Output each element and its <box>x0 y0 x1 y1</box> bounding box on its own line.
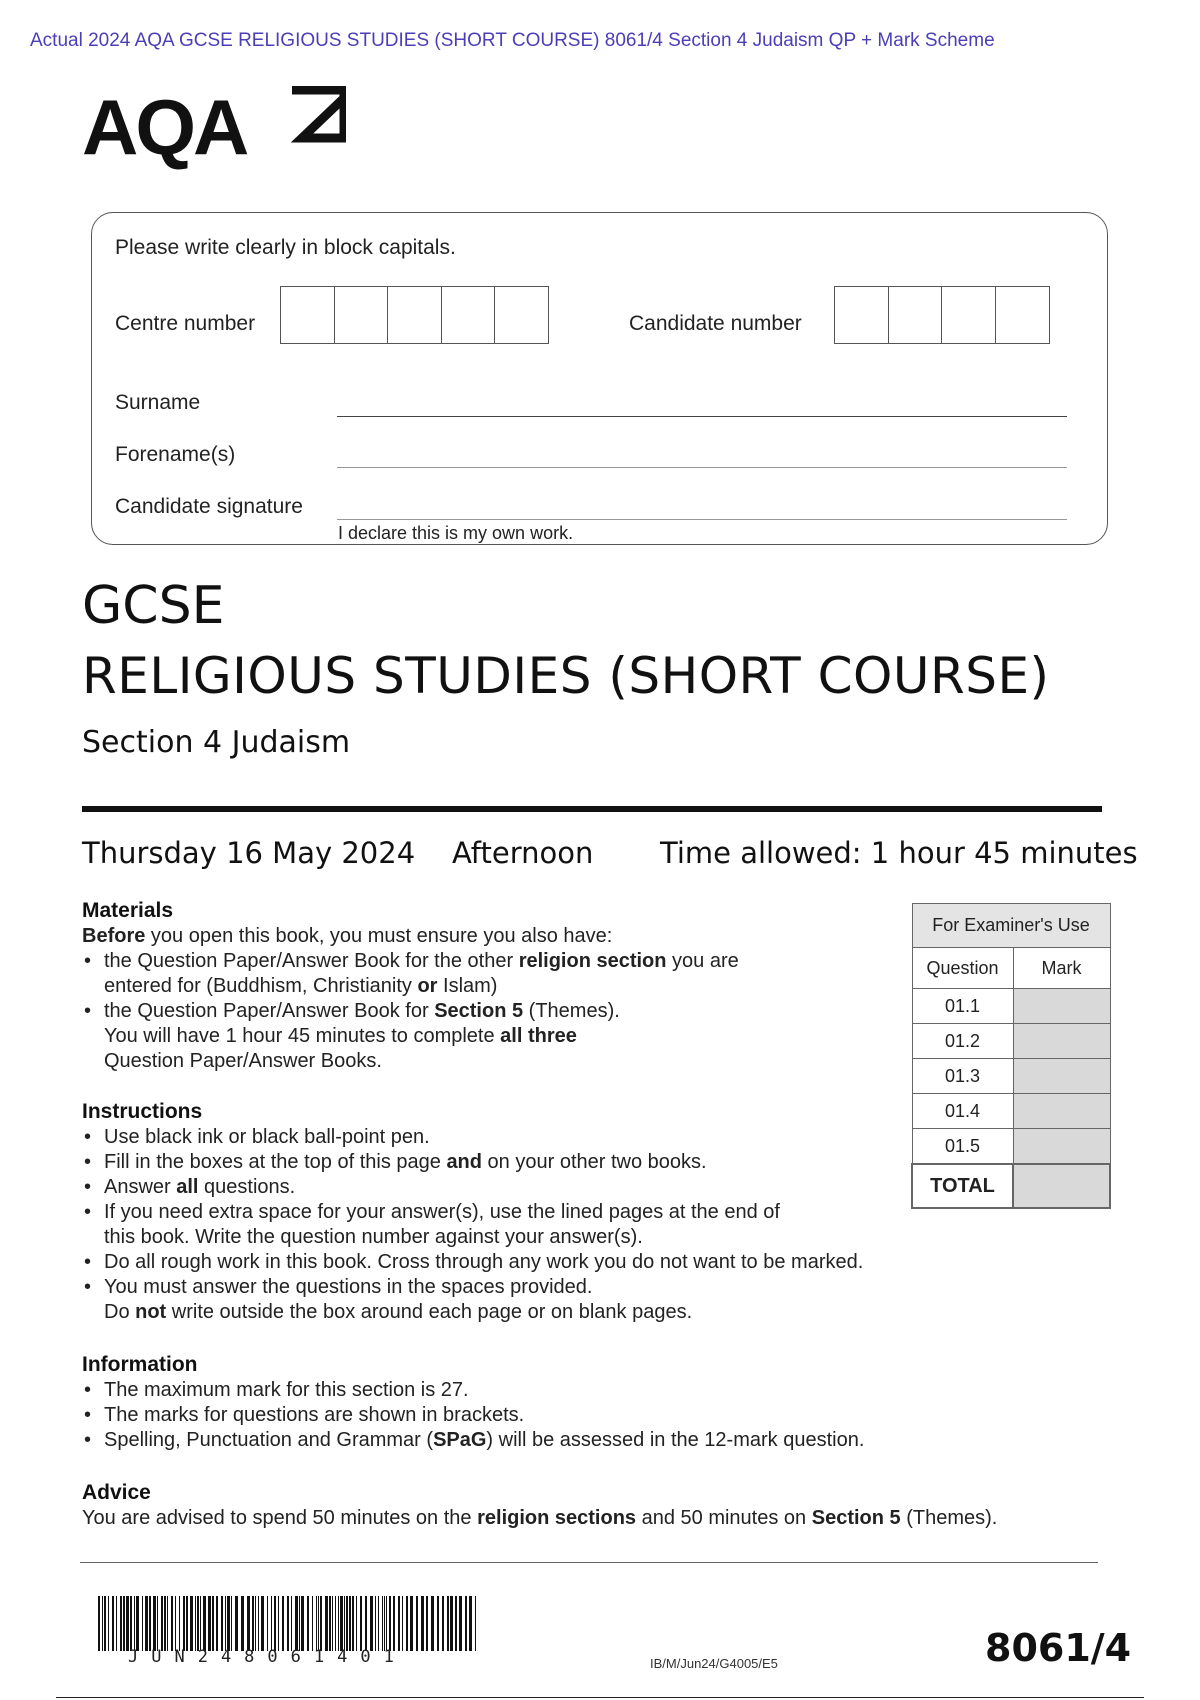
candidate-number-digit[interactable] <box>995 286 1050 344</box>
barcode-bar <box>455 1596 457 1651</box>
barcode-bar <box>134 1596 135 1651</box>
forenames-field[interactable] <box>337 467 1067 468</box>
barcode-bar <box>307 1596 309 1651</box>
barcode-bar <box>352 1596 354 1651</box>
barcode-bar <box>291 1596 292 1651</box>
barcode-bar <box>410 1596 413 1651</box>
barcode-bar <box>365 1596 367 1651</box>
barcode-bar <box>386 1596 387 1651</box>
barcode-bar <box>382 1596 383 1651</box>
barcode-bar <box>171 1596 173 1651</box>
barcode-bar <box>421 1596 424 1651</box>
barcode-bar <box>267 1596 268 1651</box>
barcode-bar <box>200 1596 201 1651</box>
barcode-bar <box>221 1596 223 1651</box>
mark-cell[interactable] <box>1013 1059 1110 1094</box>
mark-cell[interactable] <box>1013 989 1110 1024</box>
candidate-number-digit[interactable] <box>888 286 943 344</box>
barcode-bar <box>195 1596 196 1651</box>
information-item: • The marks for questions are shown in brackets. <box>82 1403 942 1428</box>
barcode-bar <box>335 1596 336 1651</box>
paper-code: 8061/4 <box>985 1626 1132 1670</box>
barcode-bar <box>190 1596 193 1651</box>
barcode-bar <box>360 1596 362 1651</box>
barcode-bar <box>142 1596 143 1651</box>
barcode-bar <box>261 1596 264 1651</box>
total-mark-cell[interactable] <box>1013 1164 1110 1208</box>
barcode-bar <box>145 1596 148 1651</box>
barcode-bar <box>356 1596 357 1651</box>
question-column-header: Question <box>912 948 1013 989</box>
materials-heading: Materials <box>82 899 174 922</box>
qualification-title: GCSE <box>82 576 225 636</box>
barcode-bar <box>136 1596 139 1651</box>
information-item: • Spelling, Punctuation and Grammar (SPaG) will be assessed in the 12-mark question. <box>82 1428 942 1453</box>
barcode-bar <box>402 1596 403 1651</box>
centre-number-digit[interactable] <box>494 286 549 344</box>
barcode-bar <box>120 1596 122 1651</box>
barcode-bar <box>235 1596 238 1651</box>
document-reference: IB/M/Jun24/G4005/E5 <box>650 1656 778 1671</box>
barcode-bar <box>164 1596 166 1651</box>
barcode-bar <box>344 1596 345 1651</box>
barcode-bar <box>375 1596 376 1651</box>
information-item: • The maximum mark for this section is 27. <box>82 1378 942 1403</box>
materials-intro: Before you open this book, you must ensure you also have: <box>82 925 613 947</box>
forenames-label: Forename(s) <box>115 443 236 466</box>
barcode-bar <box>203 1596 206 1651</box>
barcode-bar <box>384 1596 385 1651</box>
centre-number-boxes[interactable] <box>280 286 548 344</box>
barcode-bar <box>389 1596 391 1651</box>
barcode-bar <box>258 1596 259 1651</box>
barcode-bar <box>123 1596 125 1651</box>
barcode-bar <box>278 1596 279 1651</box>
barcode-bar <box>208 1596 211 1651</box>
barcode-bar <box>197 1596 199 1651</box>
mark-cell[interactable] <box>1013 1024 1110 1059</box>
candidate-number-label: Candidate number <box>629 312 802 335</box>
aqa-logo-text: AQA <box>82 83 247 171</box>
barcode-bar <box>465 1596 467 1651</box>
barcode-bar <box>282 1596 284 1651</box>
barcode-bar <box>241 1596 244 1651</box>
barcode-bar <box>378 1596 379 1651</box>
barcode-bar <box>459 1596 462 1651</box>
barcode-bar <box>149 1596 151 1651</box>
barcode-bar <box>338 1596 339 1651</box>
barcode-bar <box>316 1596 317 1651</box>
barcode-bar <box>130 1596 132 1651</box>
question-number: 01.5 <box>912 1129 1013 1165</box>
centre-number-label: Centre number <box>115 312 256 335</box>
barcode-bar <box>252 1596 254 1651</box>
aqa-logo <box>82 83 352 186</box>
barcode-bar <box>312 1596 313 1651</box>
barcode-bar <box>231 1596 232 1651</box>
barcode-bar <box>442 1596 444 1651</box>
barcode-bar <box>318 1596 319 1651</box>
barcode-bar <box>431 1596 434 1651</box>
barcode-bar <box>299 1596 300 1651</box>
barcode-bar <box>370 1596 373 1651</box>
barcode-bar <box>271 1596 272 1651</box>
barcode-bar <box>157 1596 158 1651</box>
barcode-bar <box>406 1596 408 1651</box>
barcode-bar <box>295 1596 298 1651</box>
instruction-item: • If you need extra space for your answer(s), use the lined pages at the end of this book. Write the question number against your answer(s). <box>82 1200 814 1250</box>
barcode-bar <box>301 1596 304 1651</box>
barcode-bar <box>346 1596 348 1651</box>
barcode-bar <box>320 1596 322 1651</box>
barcode-bar <box>247 1596 250 1651</box>
information-section <box>82 1352 942 1453</box>
candidate-number-boxes[interactable] <box>834 286 1048 344</box>
barcode-bar <box>416 1596 418 1651</box>
barcode-bar <box>398 1596 400 1651</box>
barcode-bar <box>161 1596 163 1651</box>
centre-number-digit[interactable] <box>441 286 496 344</box>
centre-number-digit[interactable] <box>280 286 335 344</box>
barcode-bar <box>426 1596 428 1651</box>
signature-label: Candidate signature <box>115 495 303 518</box>
barcode-bar <box>108 1596 109 1651</box>
examiner-use-table <box>911 903 1111 1209</box>
barcode-bar <box>104 1596 106 1651</box>
aqa-logo-mark-icon <box>282 86 346 146</box>
title-divider <box>82 806 1102 812</box>
barcode-bar <box>227 1596 230 1651</box>
barcode-number: JUN248061401 <box>128 1647 407 1667</box>
barcode-bar <box>167 1596 168 1651</box>
question-number: 01.3 <box>912 1059 1013 1094</box>
barcode-bar <box>225 1596 226 1651</box>
barcode-bar <box>475 1596 476 1651</box>
instructions-section <box>82 1099 942 1325</box>
mark-cell[interactable] <box>1013 1094 1110 1129</box>
surname-label: Surname <box>115 391 201 414</box>
barcode-bar <box>332 1596 333 1651</box>
barcode-bar <box>447 1596 449 1651</box>
footer-divider <box>80 1562 1098 1563</box>
examiner-table-title: For Examiner's Use <box>912 904 1110 948</box>
information-heading: Information <box>82 1353 198 1376</box>
barcode-bar <box>116 1596 117 1651</box>
barcode-bar <box>349 1596 351 1651</box>
barcode-bar <box>212 1596 214 1651</box>
barcode-bar <box>287 1596 289 1651</box>
question-number: 01.1 <box>912 989 1013 1024</box>
instructions-heading: Instructions <box>82 1100 203 1123</box>
barcode-bar <box>186 1596 188 1651</box>
barcode-bar <box>274 1596 276 1651</box>
barcode-bar <box>393 1596 395 1651</box>
time-allowed: Time allowed: 1 hour 45 minutes <box>660 836 1138 870</box>
barcode-bar <box>340 1596 343 1651</box>
barcode-bar <box>216 1596 218 1651</box>
candidate-number-digit[interactable] <box>834 286 889 344</box>
barcode-bar <box>329 1596 331 1651</box>
barcode-bar <box>469 1596 472 1651</box>
subject-title: RELIGIOUS STUDIES (SHORT COURSE) <box>82 647 1050 705</box>
centre-number-digit[interactable] <box>387 286 442 344</box>
surname-field[interactable] <box>337 416 1067 417</box>
mark-cell[interactable] <box>1013 1129 1110 1165</box>
barcode-bar <box>102 1596 103 1651</box>
total-label: TOTAL <box>912 1164 1013 1208</box>
materials-item: • the Question Paper/Answer Book for the other religion section you are entered for (Buddhism, Christianity or Islam) <box>82 949 772 999</box>
instruction-item: • You must answer the questions in the spaces provided. Do not write outside the box around each page or on blank pages. <box>82 1275 942 1325</box>
barcode-bar <box>112 1596 114 1651</box>
signature-field[interactable] <box>337 519 1067 520</box>
declaration-text: I declare this is my own work. <box>338 523 574 543</box>
block-capitals-instruction: Please write clearly in block capitals. <box>115 236 456 259</box>
barcode-bar <box>179 1596 180 1651</box>
document-banner: Actual 2024 AQA GCSE RELIGIOUS STUDIES (SHORT COURSE) 8061/4 Section 4 Judaism QP + Mark Scheme <box>30 30 995 51</box>
barcode-bar <box>98 1596 100 1651</box>
question-number: 01.4 <box>912 1094 1013 1129</box>
centre-number-digit[interactable] <box>334 286 389 344</box>
question-number: 01.2 <box>912 1024 1013 1059</box>
mark-column-header: Mark <box>1013 948 1110 989</box>
instruction-item: • Use black ink or black ball-point pen. <box>82 1125 942 1150</box>
barcode-bar <box>175 1596 176 1651</box>
advice-text: You are advised to spend 50 minutes on the religion sections and 50 minutes on Section 5 (Themes). <box>82 1507 998 1529</box>
materials-item: • the Question Paper/Answer Book for Section 5 (Themes). You will have 1 hour 45 minutes to complete all three Question Paper/Answer Books. <box>82 999 644 1074</box>
barcode-bar <box>183 1596 185 1651</box>
materials-section <box>82 898 772 1074</box>
advice-heading: Advice <box>82 1481 151 1504</box>
exam-date: Thursday 16 May 2024 <box>82 836 416 870</box>
exam-session: Afternoon <box>452 836 594 870</box>
instruction-item: • Do all rough work in this book. Cross through any work you do not want to be marked. <box>82 1250 942 1275</box>
barcode-bar <box>153 1596 156 1651</box>
instruction-item: • Fill in the boxes at the top of this page and on your other two books. <box>82 1150 942 1175</box>
barcode-bar <box>325 1596 328 1651</box>
page-bottom-rule <box>56 1697 1144 1698</box>
barcode-bar <box>126 1596 129 1651</box>
barcode-bar <box>450 1596 453 1651</box>
instruction-item: • Answer all questions. <box>82 1175 942 1200</box>
barcode-bar <box>255 1596 256 1651</box>
candidate-number-digit[interactable] <box>941 286 996 344</box>
barcode-icon <box>98 1596 480 1651</box>
section-title: Section 4 Judaism <box>82 725 351 760</box>
advice-section <box>82 1480 1112 1531</box>
barcode-bar <box>437 1596 439 1651</box>
